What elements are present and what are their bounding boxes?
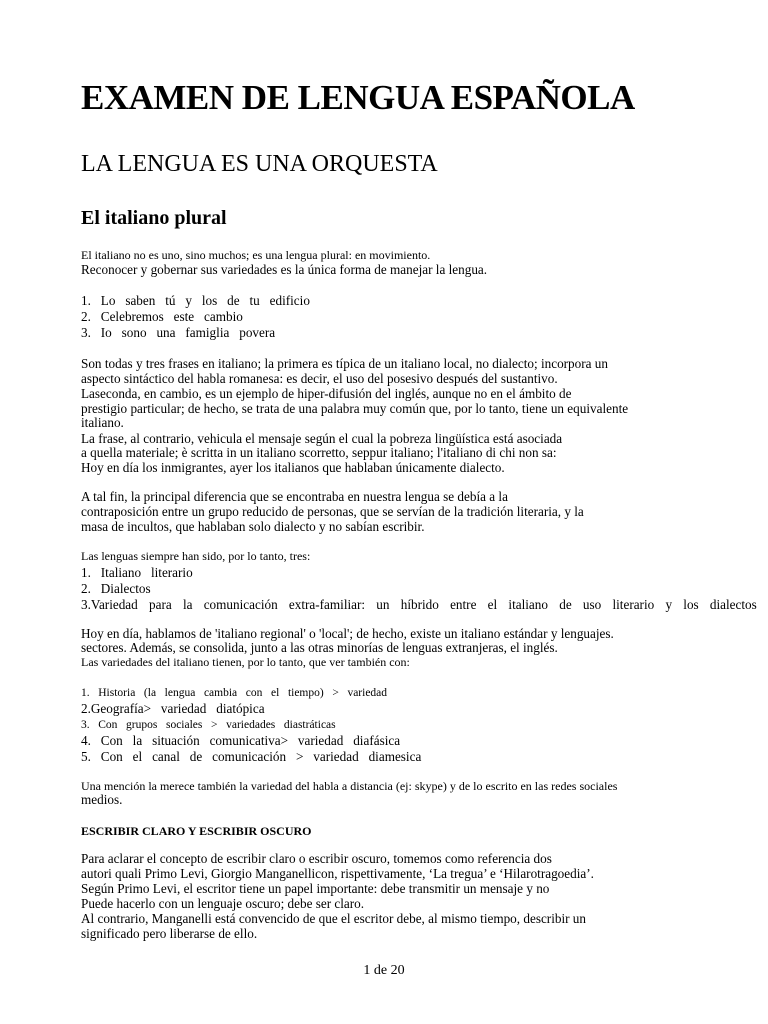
paragraph-line: A tal fin, la principal diferencia que se encontraba en nuestra lengua se debía a la [81, 489, 508, 504]
paragraph-line: medios. [81, 792, 123, 807]
page-number: 1 de 20 [363, 963, 405, 978]
paragraph-line: Son todas y tres frases en italiano; la primera es típica de un italiano local, no dialecto; incorpora un [81, 356, 608, 371]
section-heading-escribir: ESCRIBIR CLARO Y ESCRIBIR OSCURO [81, 824, 312, 838]
paragraph-line: sectores. Además, se consolida, junto a las otras minorías de lenguas extranjeras, el inglés. [81, 640, 558, 655]
paragraph-line: Una mención la merece también la variedad del habla a distancia (ej: skype) y de lo escrito en las redes sociales [81, 779, 618, 793]
list-item: 3. Con grupos sociales > variedades diastráticas [81, 719, 336, 731]
paragraph-line: Laseconda, en cambio, es un ejemplo de hiper-difusión del inglés, aunque no en el ámbito de [81, 386, 572, 401]
intro-line-1: El italiano no es uno, sino muchos; es una lengua plural: en movimiento. [81, 248, 431, 262]
document-subtitle: LA LENGUA ES UNA ORQUESTA [81, 151, 438, 177]
list-item-justified: 3.Variedad para la comunicación extra-familiar: un híbrido entre el italiano de uso literario y los dialectos [81, 597, 757, 612]
paragraph-line: aspecto sintáctico del habla romanesa: es decir, el uso del posesivo después del sustantivo. [81, 371, 558, 386]
intro-line-2: Reconocer y gobernar sus variedades es la única forma de manejar la lengua. [81, 262, 488, 277]
list-item: 4. Con la situación comunicativa> variedad diafásica [81, 733, 401, 748]
list-item: 2. Dialectos [81, 581, 151, 596]
section-heading-italiano-plural: El italiano plural [81, 207, 227, 229]
list-item: 5. Con el canal de comunicación > variedad diamesica [81, 749, 422, 764]
paragraph-line: masa de incultos, que hablaban solo dialecto y no sabían escribir. [81, 519, 425, 534]
paragraph-line: a quella materiale; è scritta in un italiano scorretto, seppur italiano; l'italiano di chi non sa: [81, 445, 557, 460]
document-title: EXAMEN DE LENGUA ESPAÑOLA [81, 78, 635, 117]
paragraph-line: Las variedades del italiano tienen, por lo tanto, que ver también con: [81, 655, 410, 669]
list-item: 1. Lo saben tú y los de tu edificio [81, 293, 310, 308]
paragraph-line: significado pero liberarse de ello. [81, 926, 258, 941]
list-item: 1. Italiano literario [81, 565, 193, 580]
list-item: 3. Io sono una famiglia povera [81, 325, 276, 340]
list-item: 2.Geografía> variedad diatópica [81, 701, 265, 716]
paragraph-line: prestigio particular; de hecho, se trata de una palabra muy común que, por lo tanto, tiene un equivalente [81, 401, 629, 416]
paragraph-line: Para aclarar el concepto de escribir claro o escribir oscuro, tomemos como referencia dos [81, 851, 552, 866]
paragraph-line: La frase, al contrario, vehicula el mensaje según el cual la pobreza lingüística está asociada [81, 431, 563, 446]
paragraph-line: autori quali Primo Levi, Giorgio Manganellicon, rispettivamente, ‘La tregua’ e ‘Hilarotragoedia’. [81, 866, 594, 881]
paragraph-line: Al contrario, Manganelli está convencido de que el escritor debe, al mismo tiempo, describir un [81, 911, 586, 926]
paragraph-line: italiano. [81, 415, 124, 430]
paragraph-line: contraposición entre un grupo reducido de personas, que se servían de la tradición literaria, y la [81, 504, 584, 519]
list-item: 1. Historia (la lengua cambia con el tiempo) > variedad [81, 687, 388, 699]
paragraph-line: Las lenguas siempre han sido, por lo tanto, tres: [81, 549, 311, 563]
list-item: 2. Celebremos este cambio [81, 309, 243, 324]
paragraph-line: Hoy en día los inmigrantes, ayer los italianos que hablaban únicamente dialecto. [81, 460, 505, 475]
paragraph-line: Hoy en día, hablamos de 'italiano regional' o 'local'; de hecho, existe un italiano estándar y lenguajes. [81, 626, 614, 641]
paragraph-line: Puede hacerlo con un lenguaje oscuro; debe ser claro. [81, 896, 365, 911]
paragraph-line: Según Primo Levi, el escritor tiene un papel importante: debe transmitir un mensaje y no [81, 881, 550, 896]
